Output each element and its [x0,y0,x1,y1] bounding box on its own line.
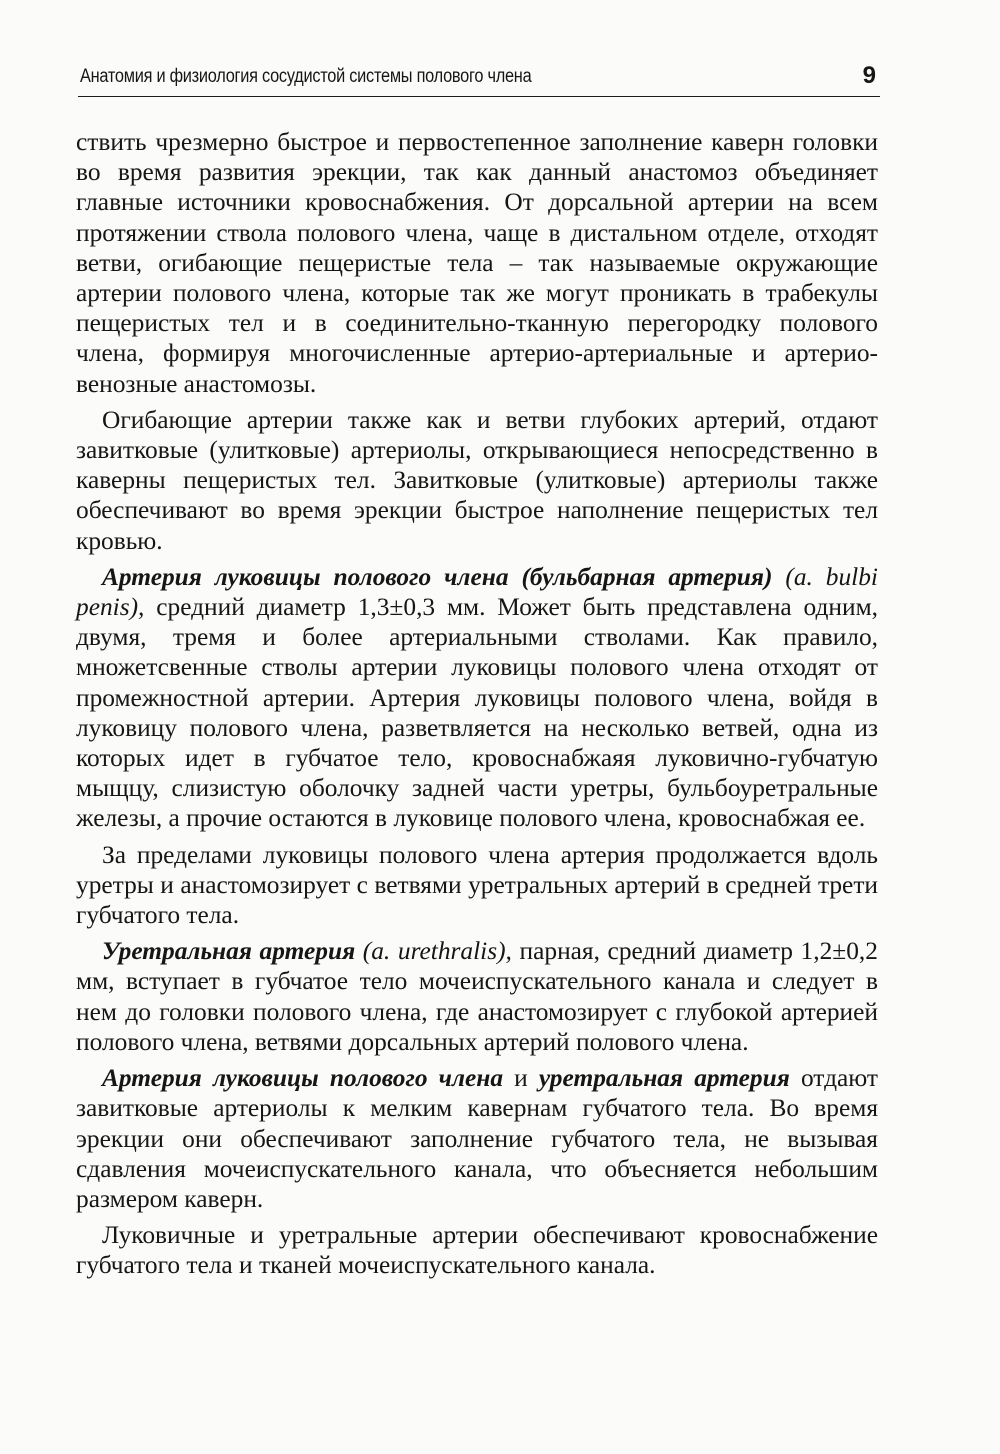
term-urethral-artery-2: уретральная артерия [538,1064,790,1093]
paragraph-2: Огибающие артерии также как и ветви глубоких артерий, отдают завитковые (улитковые) артериолы, открывающиеся непосредственно в каверны пещеристых тел. Завитковые (улитковые) артериолы также обеспечивают во время эрекции быстрое наполнение пещеристых тел кровью. [76,405,878,555]
body-text [76,127,878,1287]
paragraph-6-text: отдают завитковые артериолы к мелким кавернам губчатого тела. Во время эрекции они обеспечивают заполнение губчатого тела, не вызывая сдавления мочеиспускательного канала, что объесняется небольшим размером каверн. [76,1064,878,1213]
paragraph-5-text: парная, средний диаметр 1,2±0,2 мм, вступает в губчатое тело мочеиспускательного канала и следует в нем до головки полового члена, где анастомозирует с глубокой артерией полового члена, ветвями дорсальных артерий полового члена. [76,937,878,1056]
paragraph-6-connector: и [503,1064,539,1093]
paragraph-5 [76,936,878,1057]
running-title: Анатомия и физиология сосудистой системы полового члена [80,66,532,87]
page-number: 9 [862,62,876,89]
term-bulbar-artery: Артерия луковицы полового члена (бульбарная артерия) [102,562,773,591]
term-bulb-artery: Артерия луковицы полового члена [102,1064,504,1093]
paragraph-6 [76,1063,878,1214]
page-header [78,60,880,97]
term-urethral-artery: Уретральная артерия [102,937,356,966]
latin-name-bulbi-penis: (a. bulbi penis), [76,562,878,622]
paragraph-1: ствить чрезмерно быстрое и первостепенное заполнение каверн головки во время развития эрекции, так как данный анастомоз объединяет главные источники кровоснабжения. От дорсальной артерии на всем протяжении ствола полового члена, чаще в дистальном отделе, отходят ветви, огибающие пещеристые тела – так называемые окружающие артерии полового члена, которые так же могут проникать в трабекулы пещеристых тел и в соединительно-тканную перегородку полового члена, формируя многочисленные артерио-артериальные и артерио-венозные анастомозы. [76,128,878,398]
paragraph-3 [76,562,878,834]
paragraph-3-text: средний диаметр 1,3±0,3 мм. Может быть представлена одним, двумя, тремя и более артериальными стволами. Как правило, множетсвенные стволы артерии луковицы полового члена отходят от промежностной артерии. Артерия луковицы полового члена, войдя в луковицу полового члена, разветвляется на несколько ветвей, одна из которых идет в губчатое тело, кровоснабжаяя луковично-губчатую мыщцу, слизистую оболочку задней части уретры, бульбоуретральные железы, а прочие остаются в луковице полового члена, кровоснабжая ее. [76,593,878,833]
paragraph-7: Луковичные и уретральные артерии обеспечивают кровоснабжение губчатого тела и тканей мочеиспускательного канала. [76,1221,878,1280]
paragraph-4: За пределами луковицы полового члена артерия продолжается вдоль уретры и анастомозирует с ветвями уретральных артерий в средней трети губчатого тела. [76,840,878,930]
latin-name-urethralis: (a. urethralis), [362,937,512,966]
